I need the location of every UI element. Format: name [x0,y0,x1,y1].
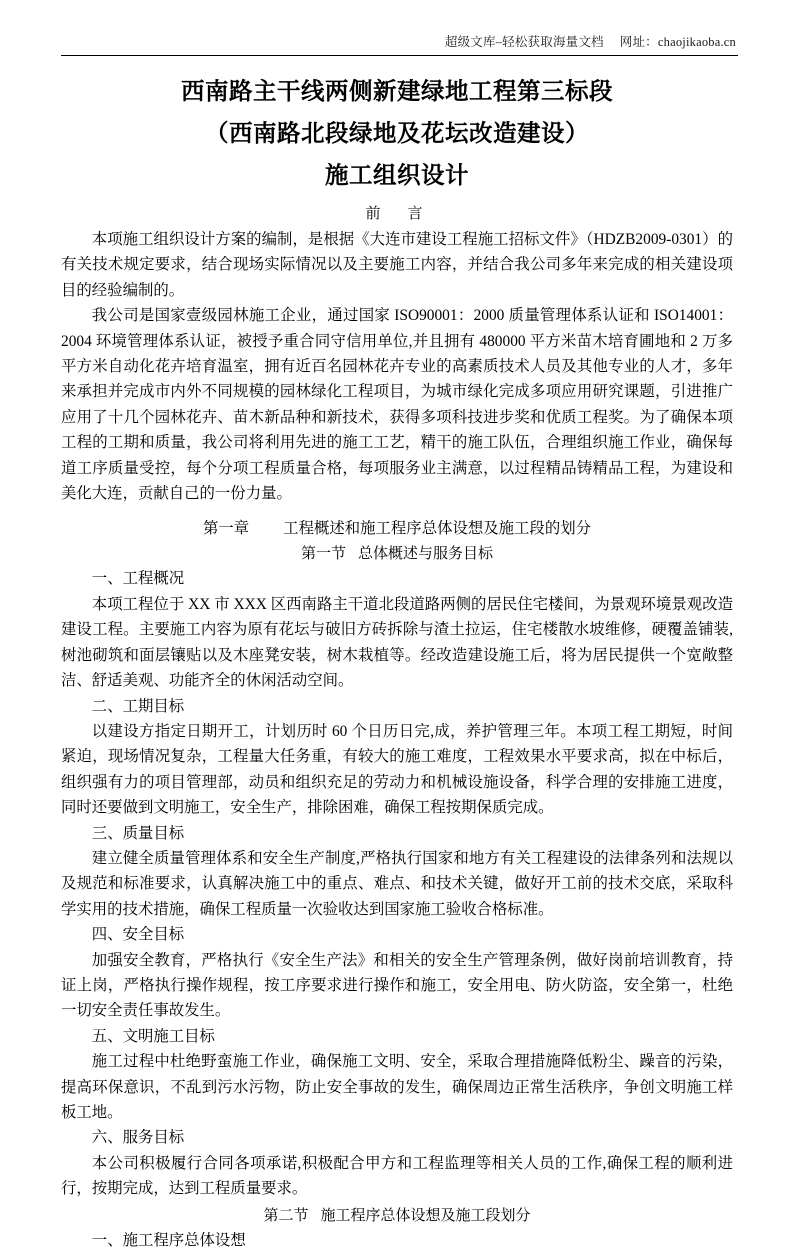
header-text [61,34,738,50]
item-heading-2: 二、工期目标 [91,697,185,715]
section-1-heading [61,542,733,566]
item-heading-4: 四、安全目标 [91,926,185,944]
chapter-1-label: 第一章 [202,520,250,538]
item-body-4: 加强安全教育，严格执行《安全生产法》和相关的安全生产管理条例，做好岗前培训教育，持证上岗，严格执行操作规程，按工序要求进行操作和施工，安全用电、防火防盗，安全第一，杜绝一切安全责任事故发生。 [61,951,733,1020]
header-site-name: 超级文库–轻松获取海量文档 [444,35,604,49]
item-body-6: 本公司积极履行合同各项承诺,积极配合甲方和工程监理等相关人员的工作,确保工程的顺利进行，按期完成，达到工程质量要求。 [61,1154,733,1198]
chapter-1-title: 工程概述和施工程序总体设想及施工段的划分 [283,520,591,538]
page-header [61,34,738,60]
section-2-heading [61,1204,733,1228]
item-heading-5: 五、文明施工目标 [91,1027,215,1045]
preface-paragraph-2: 我公司是国家壹级园林施工企业，通过国家 ISO90001：2000 质量管理体系认证和 ISO14001：2004 环境管理体系认证，被授予重合同守信用单位,并且拥有 480000 平方米苗木培育圃地和 2 万多平方米自动化花卉培育温室，拥有近百名园林花卉专业的高素质技术人员及其他专业的人才，多年来承担并完成市内外不同规模的园林绿化工程项目，为城市绿化完成多项应用研究课题，引进推广应用了十几个园林花卉、苗木新品种和新技术，获得多项科技进步奖和优质工程奖。为了确保本项工程的工期和质量，我公司将利用先进的施工工艺，精干的施工队伍，合理组织施工作业，确保每道工序质量受控，每个分项工程质量合格，每项服务业主满意，以过程精品铸精品工程，为建设和美化大连，贡献自己的一份力量。 [61,307,733,503]
chapter-1-heading [61,515,733,542]
preface-heading: 前 言 [365,206,429,222]
header-divider [61,55,738,56]
item-body-3: 建立健全质量管理体系和安全生产制度,严格执行国家和地方有关工程建设的法律条列和法规以及规范和标准要求，认真解决施工中的重点、难点、和技术关键，做好开工前的技术交底，采取科学实用的技术措施，确保工程质量一次验收达到国家施工验收合格标准。 [61,849,733,918]
item-body-1: 本项工程位于 XX 市 XXX 区西南路主干道北段道路两侧的居民住宅楼间，为景观环境景观改造建设工程。主要施工内容为原有花坛与破旧方砖拆除与渣土拉运，住宅楼散水坡维修，硬覆盖铺装,树池砌筑和面层镶贴以及木座凳安装，树木栽植等。经改造建设施工后，将为居民提供一个宽敞整洁、舒适美观、功能齐全的休闲活动空间。 [61,595,733,690]
chapter-1-block [61,515,733,566]
header-url-label: 网址： [619,35,658,49]
header-url: chaojikaoba.cn [657,35,736,49]
document-title-line-3: 施工组织设计 [325,163,469,189]
item-body-2: 以建设方指定日期开工，计划历时 60 个日历日完,成，养护管理三年。本项工程工期短，时间紧迫，现场情况复杂，工程量大任务重，有较大的施工难度，工程效果水平要求高，拟在中标后，组织强有力的项目管理部，动员和组织充足的劳动力和机械设施设备，科学合理的安排施工进度，同时还要做到文明施工，安全生产，排除困难，确保工程按期保质完成。 [61,722,733,817]
section-1-label: 第一节 [300,546,346,563]
item-heading-6: 六、服务目标 [91,1129,185,1147]
item-heading-1: 一、工程概况 [91,570,185,588]
item-heading-3: 三、质量目标 [91,824,185,842]
item-body-5: 施工过程中杜绝野蛮施工作业，确保施工文明、安全，采取合理措施降低粉尘、躁音的污染，提高环保意识，不乱到污水污物，防止安全事故的发生，确保周边正常生活秩序，争创文明施工样板工地。 [61,1053,733,1121]
preface-paragraph-1: 本项施工组织设计方案的编制，是根据《大连市建设工程施工招标文件》（HDZB2009-0301）的有关技术规定要求，结合现场实际情况以及主要施工内容，并结合我公司多年来完成的相关建设项目的经验编制的。 [61,231,733,299]
section-1-title: 总体概述与服务目标 [358,546,494,563]
document-title-line-1: 西南路主干线两侧新建绿地工程第三标段 [181,79,613,105]
item-heading-7: 一、施工程序总体设想 [91,1231,246,1249]
document-body [61,72,733,1253]
section-2-title: 施工程序总体设想及施工段划分 [320,1207,531,1224]
document-title-line-2: （西南路北段绿地及花坛改造建设） [205,121,589,147]
section-2-label: 第二节 [263,1207,309,1224]
